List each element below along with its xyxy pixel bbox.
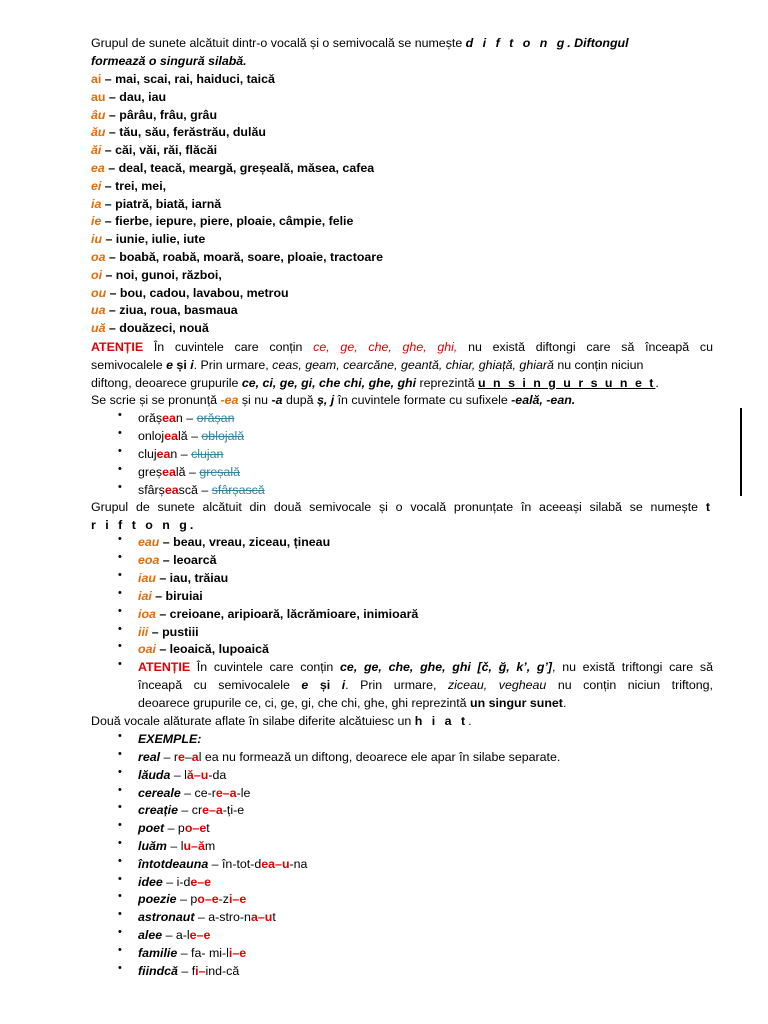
bullet: • [118, 890, 122, 903]
triphthong-item [138, 605, 713, 623]
triphthong-item [138, 551, 713, 569]
word-part: orăș [138, 411, 163, 425]
diphthong-item [91, 123, 713, 141]
diphthong-definition: Grupul de sunete alcătuit dintr-o vocală și o semivocală se numește d i f t o n g. Diftongul [91, 36, 629, 50]
syllable-part: a [250, 910, 258, 925]
diphthong-key: iu [91, 232, 103, 247]
syllable-part: – a-l [162, 928, 190, 942]
word-part: lă – [175, 465, 200, 479]
bullet: • [118, 801, 122, 814]
triphthong-item [138, 623, 713, 641]
word-part: scă – [178, 483, 212, 497]
attention-note-1: ATENȚIE În cuvintele care conțin ce, ge, che, ghe, ghi, nu există diftongi care să înceapă cu [91, 340, 713, 354]
hiatus-example [138, 944, 713, 962]
syllable-part: ă [197, 839, 205, 853]
examples-label: EXEMPLE: [138, 732, 202, 746]
highlight: ea [162, 411, 176, 425]
syllable-part: ind-că [205, 963, 240, 978]
incorrect-form: orășan [196, 411, 235, 425]
syllable-part: e [203, 928, 211, 942]
hiatus-example [138, 962, 713, 980]
syllable-part: – p [164, 821, 185, 836]
syllable-part: e [215, 785, 223, 800]
bullet: • [118, 730, 122, 742]
hiatus-example [138, 766, 713, 784]
diphthong-examples: – noi, gunoi, război, [102, 267, 222, 282]
syllable-part: – [204, 892, 212, 907]
example-word: poezie [138, 892, 177, 907]
bullet: • [118, 908, 122, 921]
bullet: • [118, 481, 122, 493]
incorrect-form: oblojală [201, 429, 245, 443]
hiatus-example [138, 784, 713, 802]
example-word: astronaut [138, 910, 195, 925]
diphthong-item [91, 212, 713, 230]
syllable-part: -le [236, 785, 251, 800]
diphthong-examples: – deal, teacă, meargă, greșeală, măsea, cafea [104, 161, 375, 175]
diphthong-examples: – fierbe, iepure, piere, ploaie, câmpie, felie [101, 214, 354, 229]
syllable-part: – f [177, 963, 196, 978]
diphthong-key: ua [91, 303, 106, 318]
attention-note-1-line2: semivocalele e și i. Prin urmare, ceas, geam, cearcăne, geantă, chiar, ghiață, ghiară nu conțin niciun [91, 358, 644, 372]
example-word: cereale [138, 785, 181, 800]
example-word: lăuda [138, 767, 171, 782]
syllable-part: – [191, 839, 198, 853]
diphthong-examples: – iunie, iulie, iute [102, 232, 206, 247]
syllable-part: -da [208, 767, 227, 782]
triphthong-item [138, 569, 713, 587]
highlight: ea [156, 447, 171, 461]
hiatus-example [138, 819, 713, 837]
syllable-part: e [204, 874, 212, 889]
bullet: • [118, 622, 122, 635]
diphthong-item [91, 141, 713, 159]
syllable-part: e [177, 750, 185, 764]
syllable-part: – i-d [162, 874, 191, 889]
incorrect-form: clujan [191, 447, 224, 461]
triphthong-item [138, 640, 713, 658]
bullet: • [118, 427, 122, 439]
attention-note-2-line3: deoarece grupurile ce, ci, ge, gi, che chi, ghe, ghi reprezintă un singur sunet. [138, 696, 567, 710]
syllable-part: t [272, 910, 276, 925]
syllable-part: a [229, 785, 237, 800]
word-part: cluj [138, 447, 157, 461]
syllable-part: – [192, 821, 200, 836]
pronunciation-item [138, 409, 713, 427]
syllable-part: i [228, 945, 233, 960]
bullet: • [118, 568, 122, 581]
syllable-part: – a-stro-n [194, 910, 251, 925]
bullet: • [118, 604, 122, 617]
diphthong-key: ie [91, 214, 102, 229]
hiatus-definition: Două vocale alăturate aflate în silabe diferite alcătuiesc un h i a t. [91, 714, 472, 728]
hiatus-example [138, 837, 713, 855]
term-diftong: d i f t o n g [465, 36, 568, 50]
highlight: ea [164, 483, 179, 497]
word-part: n – [175, 411, 197, 425]
diphthong-key: ău [91, 125, 106, 140]
triphthong-examples: – pustiii [148, 624, 199, 639]
diphthong-key: uă [91, 321, 106, 336]
bullet: • [118, 463, 122, 475]
diphthong-examples: – trei, mei, [101, 178, 167, 193]
syllable-part: u [200, 767, 209, 782]
example-word: creație [138, 803, 178, 818]
highlight: ea [162, 465, 176, 479]
diphthong-key: ai [91, 72, 102, 86]
syllable-part: e [239, 892, 247, 907]
diphthong-item [91, 70, 713, 88]
diphthong-item [91, 284, 713, 302]
diphthong-definition-cont: formează o singură silabă. [91, 54, 247, 68]
example-word: real [138, 750, 161, 764]
triphthong-key: eoa [138, 552, 160, 567]
triphthong-definition-cont: r i f t o n g. [91, 518, 194, 532]
diphthong-examples: – tău, său, ferăstrău, dulău [105, 125, 266, 140]
triphthong-examples: – beau, vreau, ziceau, țineau [159, 535, 331, 549]
syllable-part: m [204, 839, 216, 853]
syllable-part: u [264, 910, 273, 925]
bullet: • [118, 550, 122, 563]
diphthong-key: ei [91, 178, 102, 193]
syllable-part: – [275, 856, 282, 871]
syllable-part: i [228, 892, 233, 907]
diphthong-key: ea [91, 161, 105, 175]
example-word: luăm [138, 839, 167, 853]
syllable-part: ă [186, 767, 194, 782]
diphthong-examples: – douăzeci, nouă [105, 321, 209, 336]
triphthong-key: eau [138, 535, 160, 549]
syllable-part: – cr [177, 803, 203, 818]
word-part: onloj [138, 429, 165, 443]
syllable-part: – [198, 963, 206, 978]
syllable-part: – [193, 767, 201, 782]
bullet: • [118, 872, 122, 885]
syllable-part: – l [166, 839, 184, 853]
example-word: fiindcă [138, 963, 178, 978]
bullet: • [118, 819, 122, 832]
syllable-part: – [208, 803, 216, 818]
triphthong-key: iii [138, 624, 149, 639]
example-word: alee [138, 928, 163, 942]
syllable-part: e [211, 892, 219, 907]
triphthong-key: oai [138, 642, 156, 657]
diphthong-item [91, 195, 713, 213]
syllable-part: o [184, 821, 193, 836]
diphthong-key: oa [91, 250, 106, 264]
diphthong-item [91, 177, 713, 195]
diphthong-key: ia [91, 196, 102, 211]
syllable-part: i [195, 963, 199, 978]
diphthong-examples: – piatră, biată, iarnă [101, 196, 222, 211]
word-part: sfârș [138, 483, 165, 497]
pronunciation-rule: Se scrie și se pronunță -ea și nu -a după ș, j în cuvintele formate cu sufixele -eală, -ean. [91, 393, 576, 407]
hiatus-example [138, 801, 713, 819]
attention-note-2: ATENȚIE În cuvintele care conțin ce, ge, che, ghe, ghi [č, ğ, k’, g’], nu există triftongi care să [138, 660, 713, 674]
bullet: • [118, 640, 122, 653]
example-word: idee [138, 874, 163, 889]
syllable-part: l [198, 750, 202, 764]
syllable-part: -na [289, 856, 308, 871]
pronunciation-item [138, 445, 713, 463]
syllable-part: a [191, 750, 199, 764]
text-cursor-bar [740, 408, 742, 496]
diphthong-item [91, 266, 713, 284]
syllable-part: e [189, 928, 197, 942]
syllable-part: – [257, 910, 265, 925]
syllable-part: – [170, 767, 185, 782]
syllable-part: -ți-e [222, 803, 245, 818]
pronunciation-item [138, 463, 713, 481]
diphthong-item [91, 301, 713, 319]
pronunciation-item [138, 427, 713, 445]
bullet: • [118, 943, 122, 956]
syllable-part: e [239, 945, 247, 960]
syllable-part: – ce-r [180, 785, 216, 800]
example-word: întotdeauna [138, 856, 209, 871]
incorrect-form: sfârșască [211, 483, 265, 497]
triphthong-key: ioa [138, 606, 156, 621]
diphthong-examples: – pârâu, frâu, grâu [105, 107, 218, 122]
syllable-part: o [197, 892, 205, 907]
syllable-part: – [184, 750, 192, 764]
bullet: • [118, 445, 122, 457]
triphthong-examples: – iau, trăiau [155, 570, 229, 585]
diphthong-examples: – ziua, roua, basmaua [105, 303, 238, 318]
syllable-part: r [173, 750, 178, 764]
diphthong-item [91, 88, 713, 106]
diphthong-item [91, 230, 713, 248]
attention-note-1-line3: diftong, deoarece grupurile ce, ci, ge, gi, che chi, ghe, ghi reprezintă u n s i n g u r s u n e t. [91, 376, 659, 390]
bullet: • [118, 926, 122, 938]
word-part: n – [170, 447, 192, 461]
diphthong-key: oi [91, 267, 103, 282]
syllable-part: a [215, 803, 223, 818]
attention-note-2-line2: înceapă cu semivocalele e și i. Prin urmare, ziceau, vegheau nu conțin niciun triftong, [138, 678, 713, 692]
syllable-part: – [160, 750, 174, 764]
diphthong-key: ou [91, 285, 107, 300]
incorrect-form: greșală [199, 465, 240, 479]
hiatus-example [138, 926, 713, 944]
syllable-part: l [184, 767, 187, 782]
bullet: • [118, 765, 122, 778]
syllable-part: t [206, 821, 210, 836]
triphthong-examples: – leoarcă [159, 552, 217, 567]
syllable-part: -z [218, 892, 229, 907]
example-note: ea nu formează un diftong, deoarece ele apar în silabe separate. [201, 750, 561, 764]
syllable-part: – [222, 785, 230, 800]
triphthong-examples: – biruiai [151, 588, 203, 603]
triphthong-definition: Grupul de sunete alcătuit din două semivocale și o vocală pronunțate în aceeași silabă se numește t [91, 500, 713, 514]
diphthong-item [91, 248, 713, 266]
diphthong-examples: – boabă, roabă, moară, soare, ploaie, tractoare [105, 250, 383, 264]
syllable-part: e [202, 803, 209, 818]
hiatus-example [138, 748, 713, 766]
syllable-part: – [196, 928, 204, 942]
syllable-part: – [232, 892, 240, 907]
triphthong-item [138, 533, 713, 551]
diphthong-key: ăi [91, 143, 102, 158]
hiatus-example [138, 873, 713, 891]
bullet: • [118, 961, 122, 974]
syllable-part: – fa- mi-l [177, 945, 229, 960]
syllable-part: e [199, 821, 207, 836]
hiatus-example [138, 855, 713, 873]
diphthong-examples: – bou, cadou, lavabou, metrou [106, 285, 289, 300]
bullet: • [118, 837, 122, 849]
bullet: • [118, 533, 122, 545]
diphthong-examples: – căi, văi, răi, flăcăi [101, 143, 218, 158]
bullet: • [118, 748, 122, 760]
diphthong-item [91, 319, 713, 337]
triphthong-key: iai [138, 588, 152, 603]
syllable-part: ea [261, 856, 276, 871]
bullet: • [118, 658, 122, 670]
hiatus-example [138, 908, 713, 926]
example-word: poet [138, 821, 165, 836]
syllable-part: u [281, 856, 290, 871]
bullet: • [118, 854, 122, 867]
hiatus-example [138, 890, 713, 908]
triphthong-examples: – leoaică, lupoaică [155, 642, 269, 657]
syllable-part: – [232, 945, 240, 960]
word-part: greș [138, 465, 163, 479]
syllable-part: e [190, 874, 198, 889]
diphthong-item [91, 159, 713, 177]
triphthong-item [138, 587, 713, 605]
bullet: • [118, 783, 122, 796]
triphthong-key: iau [138, 570, 156, 585]
diphthong-key: au [91, 89, 106, 104]
example-word: familie [138, 945, 178, 960]
pronunciation-item [138, 481, 713, 499]
diphthong-examples: – dau, iau [105, 89, 167, 104]
diphthong-item [91, 106, 713, 124]
syllable-part: – în-tot-d [208, 856, 262, 871]
bullet: • [118, 409, 122, 421]
diphthong-examples: – mai, scai, rai, haiduci, taică [101, 72, 275, 86]
highlight: ea [164, 429, 178, 443]
word-part: lă – [177, 429, 202, 443]
syllable-part: – [197, 874, 205, 889]
diphthong-key: âu [91, 107, 106, 122]
triphthong-examples: – creioane, aripioară, lăcrămioare, inimioară [155, 606, 419, 621]
syllable-part: u [183, 839, 192, 853]
bullet: • [118, 586, 122, 599]
syllable-part: – p [176, 892, 198, 907]
